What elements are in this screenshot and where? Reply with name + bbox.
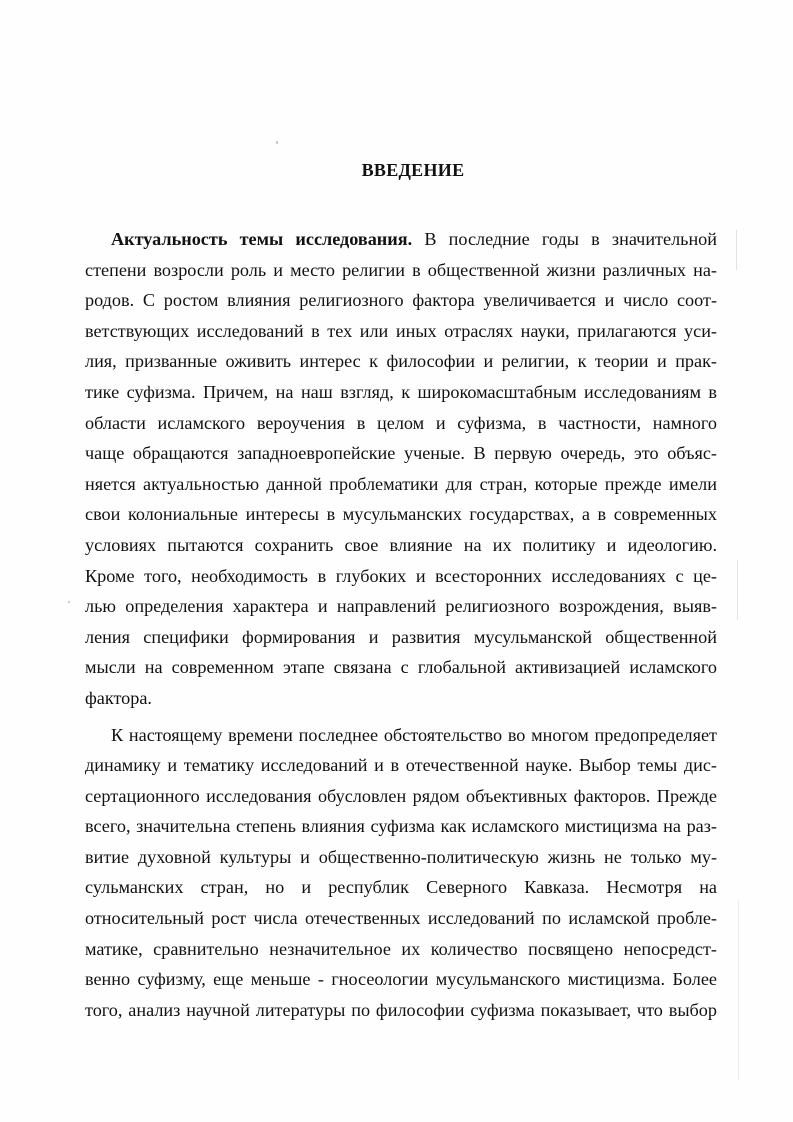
text-line: свои колониальные интересы в мусульманских государствах, а в современных: [85, 504, 717, 525]
text-line: витие духовной культуры и общественно-политическую жизнь не только му-: [85, 846, 717, 867]
paragraph-1-line-1: [111, 224, 717, 255]
scan-speck: [737, 560, 738, 620]
text-line: сертационного исследования обусловлен рядом объективных факторов. Прежде: [85, 785, 717, 806]
text-line: области исламского вероучения в целом и суфизма, в частности, намного: [85, 412, 717, 433]
text-line: венно суфизму, еще меньше - гносеологии мусульманского мистицизма. Более: [85, 969, 717, 990]
text-line: родов. С ростом влияния религиозного фактора увеличивается и число соот-: [85, 290, 717, 311]
text-line: лью определения характера и направлений религиозного возрождения, выяв-: [85, 596, 717, 617]
text-line: сульманских стран, но и республик Северного Кавказа. Несмотря на: [85, 877, 717, 898]
text-line: фактора.: [85, 687, 152, 708]
text-line: всего, значительна степень влияния суфизма как исламского мистицизма на раз-: [85, 816, 717, 837]
text-line: того, анализ научной литературы по философии суфизма показывает, что выбор: [85, 999, 717, 1020]
scan-speck: [736, 230, 737, 270]
text-line: ления специфики формирования и развития мусульманской общественной: [85, 626, 717, 647]
text-line: Кроме того, необходимость в глубоких и всесторонних исследованиях с це-: [85, 565, 717, 586]
paragraph-1-first-line-text: В последние годы в значительной: [412, 229, 718, 249]
text-line: мысли на современном этапе связана с глобальной активизацией исламского: [85, 657, 717, 678]
text-line: условиях пытаются сохранить свое влияние на их политику и идеологию.: [85, 534, 717, 555]
body-text: [85, 224, 718, 1025]
scan-speck: [68, 601, 70, 603]
scan-speck: [738, 900, 739, 1080]
scan-speck: [276, 141, 278, 144]
text-line: ветствующих исследований в тех или иных отраслях науки, прилагаются уси-: [85, 320, 717, 341]
page-title: ВВЕДЕНИЕ: [361, 160, 465, 180]
text-line: матике, сравнительно незначительное их количество посвящено непосредст-: [85, 938, 717, 959]
paragraph-2-line-1: К настоящему времени последнее обстоятельство во многом предопределяет: [111, 724, 717, 745]
text-line: тике суфизма. Причем, на наш взгляд, к широкомасштабным исследованиям в: [85, 381, 717, 402]
text-line: няется актуальностью данной проблематики для стран, которые прежде имели: [85, 473, 717, 494]
text-line: степени возросли роль и место религии в общественной жизни различных на-: [85, 259, 717, 280]
lead-heading: Актуальность темы исследования.: [111, 229, 413, 249]
text-line: чаще обращаются западноевропейские ученые. В первую очередь, это объяс-: [85, 443, 717, 464]
text-line: лия, призванные оживить интерес к философии и религии, к теории и прак-: [85, 351, 717, 372]
text-line: относительный рост числа отечественных исследований по исламской пробле-: [85, 908, 717, 929]
text-line: динамику и тематику исследований и в отечественной науке. Выбор темы дис-: [85, 755, 717, 776]
